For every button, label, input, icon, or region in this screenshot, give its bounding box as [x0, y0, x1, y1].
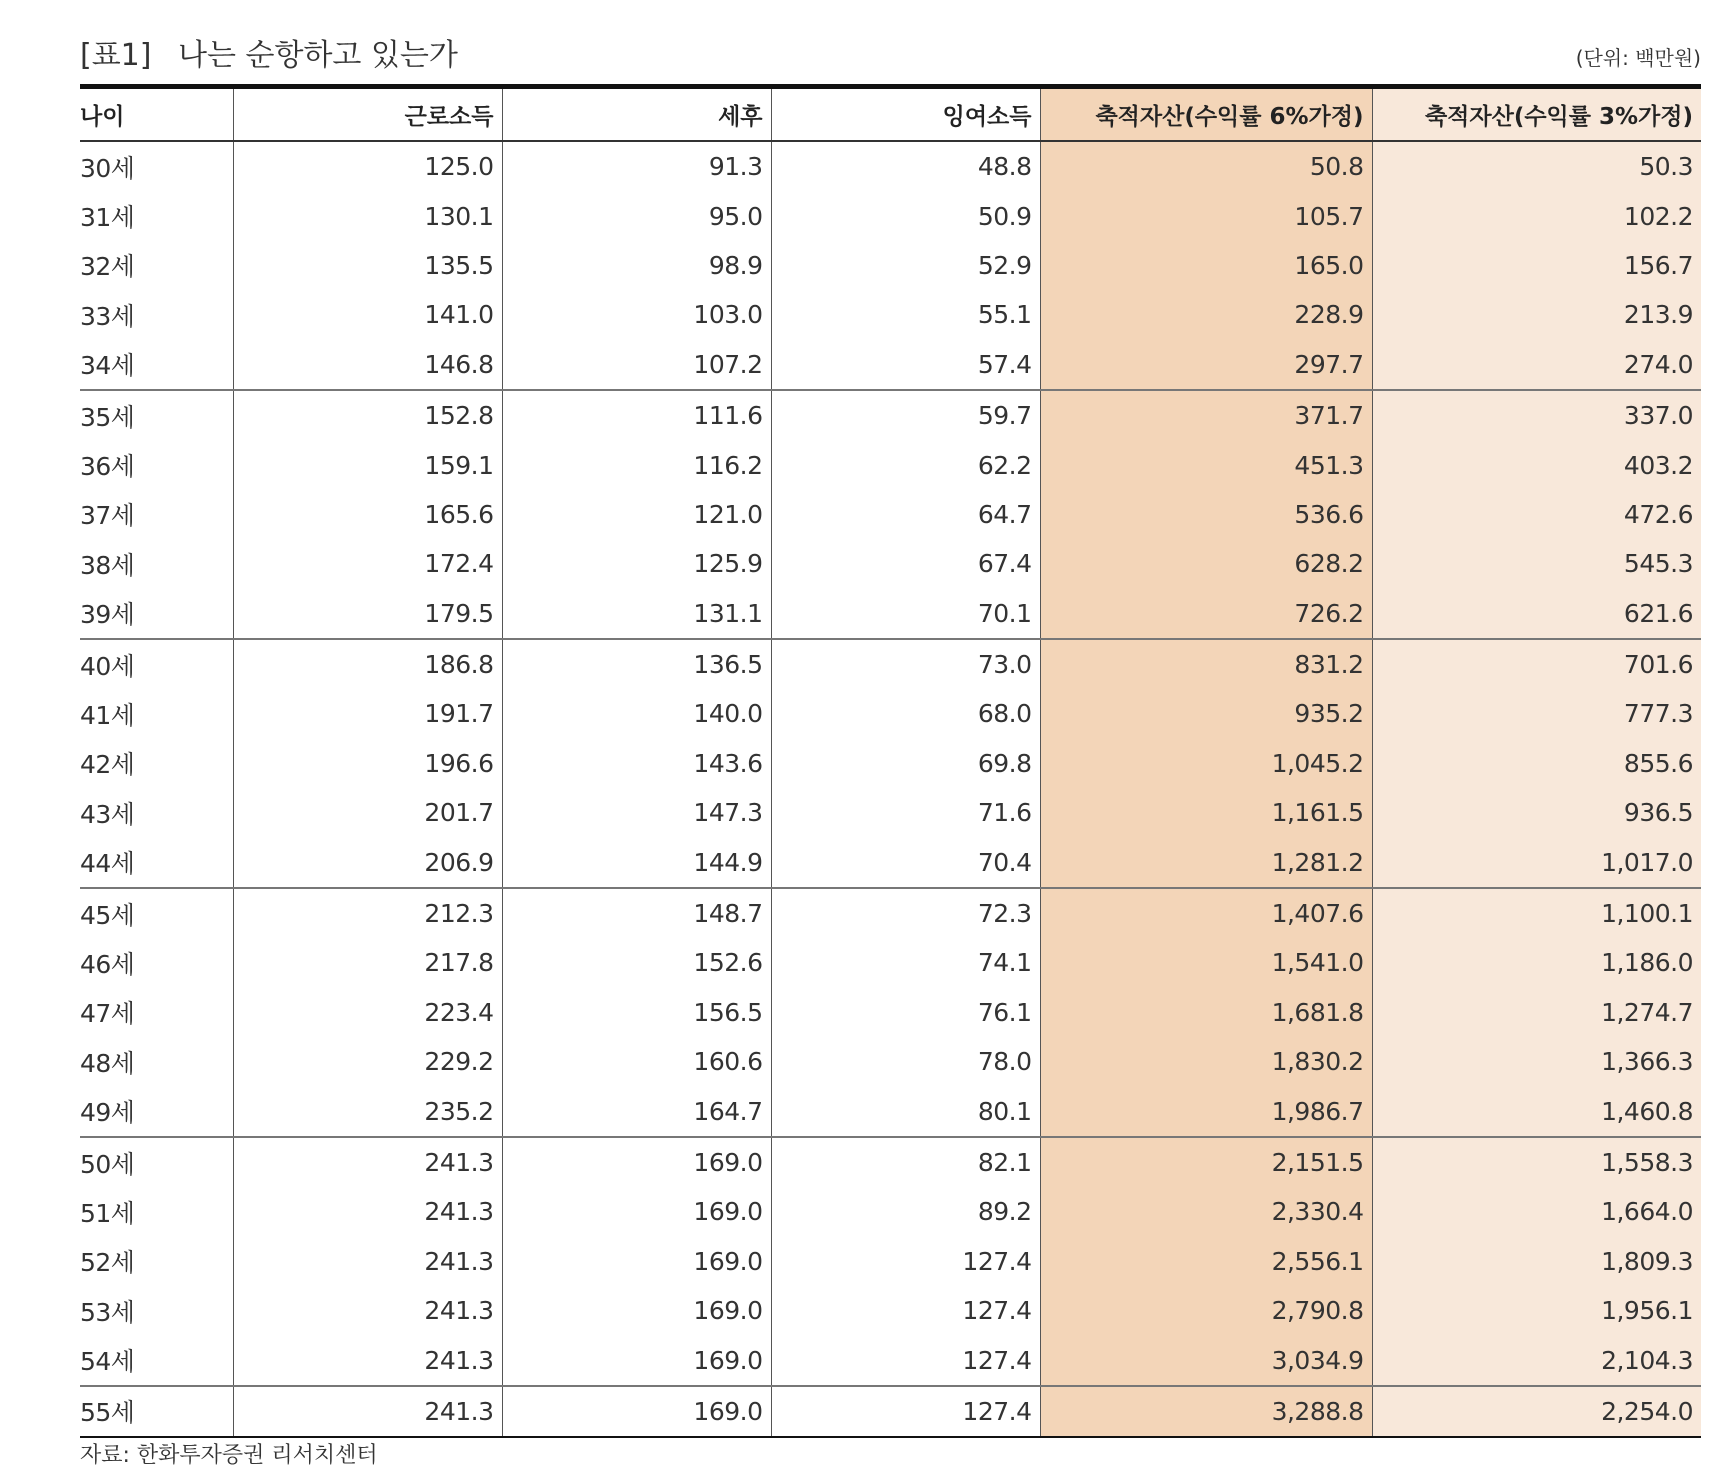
cell-income: 201.7 — [233, 788, 502, 837]
cell-income: 235.2 — [233, 1086, 502, 1136]
cell-surplus: 71.6 — [771, 788, 1040, 837]
cell-assets-3pct: 1,274.7 — [1372, 988, 1701, 1037]
data-table — [80, 84, 1701, 1438]
col-header-age: 나이 — [80, 87, 233, 142]
cell-assets-6pct: 536.6 — [1040, 490, 1372, 539]
cell-assets-6pct: 628.2 — [1040, 539, 1372, 588]
cell-assets-3pct: 545.3 — [1372, 539, 1701, 588]
cell-surplus: 80.1 — [771, 1086, 1040, 1136]
cell-age: 35세 — [80, 402, 135, 432]
table-body — [80, 141, 1701, 1437]
cell-assets-6pct: 1,541.0 — [1040, 938, 1372, 987]
cell-assets-3pct: 1,366.3 — [1372, 1037, 1701, 1086]
cell-assets-3pct: 936.5 — [1372, 788, 1701, 837]
cell-income: 241.3 — [233, 1237, 502, 1286]
cell-after-tax: 143.6 — [502, 739, 771, 788]
cell-assets-6pct: 2,556.1 — [1040, 1237, 1372, 1286]
cell-assets-6pct: 2,151.5 — [1040, 1137, 1372, 1187]
cell-assets-6pct: 1,986.7 — [1040, 1086, 1372, 1136]
table-row — [80, 1237, 1701, 1286]
cell-assets-6pct: 935.2 — [1040, 689, 1372, 738]
cell-age: 37세 — [80, 501, 135, 531]
cell-assets-3pct: 274.0 — [1372, 340, 1701, 390]
cell-after-tax: 121.0 — [502, 490, 771, 539]
table-row — [80, 938, 1701, 987]
cell-income: 241.3 — [233, 1187, 502, 1236]
cell-assets-3pct: 1,956.1 — [1372, 1286, 1701, 1335]
cell-age: 50세 — [80, 1149, 135, 1179]
table-tag: [표1] — [80, 38, 152, 73]
cell-income: 217.8 — [233, 938, 502, 987]
cell-assets-6pct: 3,288.8 — [1040, 1386, 1372, 1437]
cell-age: 54세 — [80, 1335, 233, 1385]
cell-income: 223.4 — [233, 988, 502, 1037]
cell-age: 30세 — [80, 153, 135, 183]
cell-income: 135.5 — [233, 241, 502, 290]
cell-surplus: 57.4 — [771, 340, 1040, 390]
cell-assets-3pct: 1,558.3 — [1372, 1137, 1701, 1187]
cell-after-tax: 140.0 — [502, 689, 771, 738]
cell-age: 47세 — [80, 999, 135, 1029]
cell-surplus: 67.4 — [771, 539, 1040, 588]
table-header — [80, 30, 1701, 80]
cell-after-tax: 169.0 — [502, 1237, 771, 1286]
cell-age: 44세 — [80, 837, 233, 887]
cell-after-tax: 169.0 — [502, 1335, 771, 1385]
cell-assets-6pct: 1,830.2 — [1040, 1037, 1372, 1086]
cell-after-tax: 125.9 — [502, 539, 771, 588]
cell-surplus: 55.1 — [771, 290, 1040, 339]
cell-assets-6pct: 165.0 — [1040, 241, 1372, 290]
cell-assets-6pct: 2,790.8 — [1040, 1286, 1372, 1335]
cell-income: 172.4 — [233, 539, 502, 588]
cell-assets-3pct: 1,664.0 — [1372, 1187, 1701, 1236]
cell-surplus: 78.0 — [771, 1037, 1040, 1086]
cell-age: 42세 — [80, 750, 135, 780]
table-row — [80, 191, 1701, 240]
cell-surplus: 50.9 — [771, 191, 1040, 240]
cell-after-tax: 98.9 — [502, 241, 771, 290]
table-row — [80, 1137, 1701, 1187]
cell-assets-3pct: 337.0 — [1372, 390, 1701, 440]
cell-surplus: 82.1 — [771, 1137, 1040, 1187]
cell-income: 241.3 — [233, 1286, 502, 1335]
cell-after-tax: 147.3 — [502, 788, 771, 837]
cell-income: 241.3 — [233, 1386, 502, 1437]
cell-assets-6pct: 451.3 — [1040, 440, 1372, 489]
cell-age: 40세 — [80, 651, 135, 681]
header-row — [80, 87, 1701, 142]
cell-surplus: 70.4 — [771, 837, 1040, 887]
table-row — [80, 988, 1701, 1037]
cell-income: 125.0 — [233, 141, 502, 191]
cell-assets-3pct: 777.3 — [1372, 689, 1701, 738]
cell-after-tax: 152.6 — [502, 938, 771, 987]
cell-income: 146.8 — [233, 340, 502, 390]
cell-age: 45세 — [80, 900, 135, 930]
cell-age: 33세 — [80, 301, 135, 331]
cell-age: 31세 — [80, 203, 135, 233]
cell-after-tax: 169.0 — [502, 1286, 771, 1335]
table-row — [80, 539, 1701, 588]
cell-surplus: 89.2 — [771, 1187, 1040, 1236]
cell-assets-6pct: 1,281.2 — [1040, 837, 1372, 887]
table-row — [80, 440, 1701, 489]
cell-surplus: 76.1 — [771, 988, 1040, 1037]
cell-assets-6pct: 831.2 — [1040, 639, 1372, 689]
col-header-assets-6pct: 축적자산(수익률 6%가정) — [1040, 87, 1372, 142]
table-row — [80, 739, 1701, 788]
cell-assets-6pct: 371.7 — [1040, 390, 1372, 440]
cell-age: 34세 — [80, 340, 233, 390]
cell-age: 53세 — [80, 1297, 135, 1327]
cell-assets-6pct: 105.7 — [1040, 191, 1372, 240]
table-row — [80, 340, 1701, 390]
cell-after-tax: 160.6 — [502, 1037, 771, 1086]
cell-surplus: 59.7 — [771, 390, 1040, 440]
table-row — [80, 290, 1701, 339]
cell-assets-3pct: 1,017.0 — [1372, 837, 1701, 887]
cell-assets-3pct: 1,809.3 — [1372, 1237, 1701, 1286]
cell-assets-3pct: 1,460.8 — [1372, 1086, 1701, 1136]
cell-assets-6pct: 1,407.6 — [1040, 888, 1372, 938]
cell-age: 55세 — [80, 1398, 135, 1428]
unit-label: (단위: 백만원) — [1575, 46, 1701, 70]
cell-after-tax: 169.0 — [502, 1137, 771, 1187]
cell-assets-6pct: 228.9 — [1040, 290, 1372, 339]
cell-surplus: 72.3 — [771, 888, 1040, 938]
cell-income: 196.6 — [233, 739, 502, 788]
col-header-surplus: 잉여소득 — [771, 87, 1040, 142]
cell-age: 39세 — [80, 589, 233, 639]
cell-age: 51세 — [80, 1198, 135, 1228]
cell-after-tax: 116.2 — [502, 440, 771, 489]
cell-age: 49세 — [80, 1086, 233, 1136]
table-row — [80, 837, 1701, 887]
source-note: 자료: 한화투자증권 리서치센터 — [80, 1443, 378, 1468]
cell-after-tax: 91.3 — [502, 141, 771, 191]
cell-assets-6pct: 726.2 — [1040, 589, 1372, 639]
col-header-after-tax: 세후 — [502, 87, 771, 142]
table-row — [80, 589, 1701, 639]
table-row — [80, 141, 1701, 191]
cell-after-tax: 144.9 — [502, 837, 771, 887]
cell-income: 141.0 — [233, 290, 502, 339]
cell-income: 165.6 — [233, 490, 502, 539]
cell-assets-6pct: 1,045.2 — [1040, 739, 1372, 788]
cell-surplus: 70.1 — [771, 589, 1040, 639]
table-title: 나는 순항하고 있는가 — [178, 38, 458, 73]
col-header-assets-3pct: 축적자산(수익률 3%가정) — [1372, 87, 1701, 142]
cell-assets-3pct: 156.7 — [1372, 241, 1701, 290]
cell-assets-3pct: 855.6 — [1372, 739, 1701, 788]
cell-assets-3pct: 1,100.1 — [1372, 888, 1701, 938]
table-row — [80, 1386, 1701, 1437]
cell-surplus: 64.7 — [771, 490, 1040, 539]
cell-income: 241.3 — [233, 1335, 502, 1385]
cell-after-tax: 131.1 — [502, 589, 771, 639]
cell-assets-3pct: 2,254.0 — [1372, 1386, 1701, 1437]
cell-assets-3pct: 50.3 — [1372, 141, 1701, 191]
cell-after-tax: 103.0 — [502, 290, 771, 339]
cell-age: 48세 — [80, 1048, 135, 1078]
cell-assets-3pct: 472.6 — [1372, 490, 1701, 539]
cell-income: 191.7 — [233, 689, 502, 738]
cell-assets-3pct: 701.6 — [1372, 639, 1701, 689]
cell-age: 32세 — [80, 252, 135, 282]
cell-assets-3pct: 2,104.3 — [1372, 1335, 1701, 1385]
cell-surplus: 74.1 — [771, 938, 1040, 987]
cell-assets-6pct: 1,681.8 — [1040, 988, 1372, 1037]
cell-after-tax: 169.0 — [502, 1386, 771, 1437]
cell-age: 43세 — [80, 799, 135, 829]
cell-after-tax: 156.5 — [502, 988, 771, 1037]
table-row — [80, 1187, 1701, 1236]
col-header-income: 근로소득 — [233, 87, 502, 142]
cell-after-tax: 111.6 — [502, 390, 771, 440]
cell-assets-6pct: 3,034.9 — [1040, 1335, 1372, 1385]
cell-after-tax: 164.7 — [502, 1086, 771, 1136]
cell-surplus: 69.8 — [771, 739, 1040, 788]
table-row — [80, 689, 1701, 738]
cell-age: 38세 — [80, 550, 135, 580]
cell-surplus: 127.4 — [771, 1386, 1040, 1437]
cell-age: 36세 — [80, 452, 135, 482]
cell-assets-6pct: 297.7 — [1040, 340, 1372, 390]
cell-assets-3pct: 403.2 — [1372, 440, 1701, 489]
table-row — [80, 490, 1701, 539]
cell-assets-3pct: 213.9 — [1372, 290, 1701, 339]
cell-income: 179.5 — [233, 589, 502, 639]
cell-income: 152.8 — [233, 390, 502, 440]
table-row — [80, 639, 1701, 689]
cell-after-tax: 136.5 — [502, 639, 771, 689]
cell-after-tax: 107.2 — [502, 340, 771, 390]
cell-age: 41세 — [80, 700, 135, 730]
cell-assets-3pct: 1,186.0 — [1372, 938, 1701, 987]
cell-assets-6pct: 1,161.5 — [1040, 788, 1372, 837]
cell-surplus: 62.2 — [771, 440, 1040, 489]
cell-surplus: 127.4 — [771, 1286, 1040, 1335]
cell-income: 130.1 — [233, 191, 502, 240]
cell-surplus: 68.0 — [771, 689, 1040, 738]
cell-surplus: 48.8 — [771, 141, 1040, 191]
cell-age: 46세 — [80, 949, 135, 979]
cell-assets-3pct: 621.6 — [1372, 589, 1701, 639]
cell-income: 229.2 — [233, 1037, 502, 1086]
table-row — [80, 788, 1701, 837]
table-row — [80, 888, 1701, 938]
table-row — [80, 1037, 1701, 1086]
cell-income: 212.3 — [233, 888, 502, 938]
cell-surplus: 52.9 — [771, 241, 1040, 290]
table-row — [80, 1335, 1701, 1385]
cell-surplus: 73.0 — [771, 639, 1040, 689]
cell-surplus: 127.4 — [771, 1237, 1040, 1286]
cell-after-tax: 169.0 — [502, 1187, 771, 1236]
table-row — [80, 1286, 1701, 1335]
cell-surplus: 127.4 — [771, 1335, 1040, 1385]
cell-after-tax: 95.0 — [502, 191, 771, 240]
cell-income: 186.8 — [233, 639, 502, 689]
cell-assets-3pct: 102.2 — [1372, 191, 1701, 240]
cell-income: 159.1 — [233, 440, 502, 489]
cell-age: 52세 — [80, 1248, 135, 1278]
cell-assets-6pct: 50.8 — [1040, 141, 1372, 191]
cell-assets-6pct: 2,330.4 — [1040, 1187, 1372, 1236]
table-row — [80, 390, 1701, 440]
table-row — [80, 241, 1701, 290]
cell-income: 241.3 — [233, 1137, 502, 1187]
cell-after-tax: 148.7 — [502, 888, 771, 938]
cell-income: 206.9 — [233, 837, 502, 887]
table-row — [80, 1086, 1701, 1136]
